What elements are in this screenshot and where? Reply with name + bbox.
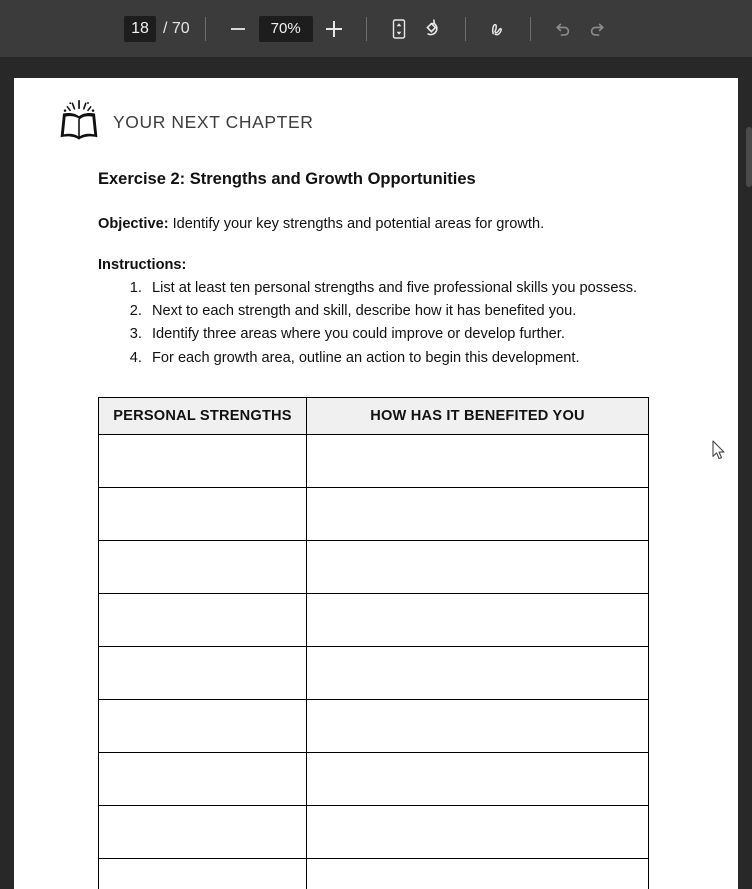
pdf-page xyxy=(14,78,738,889)
cell-benefit[interactable] xyxy=(307,487,649,540)
instructions-label: Instructions: xyxy=(98,257,187,273)
column-header-how-has-it-benefited-you: HOW HAS IT BENEFITED YOU xyxy=(307,397,649,434)
rotate-counterclockwise-icon[interactable] xyxy=(416,14,450,44)
objective-label: Objective: xyxy=(98,216,169,232)
document-body xyxy=(98,170,658,889)
toolbar-divider-2 xyxy=(366,17,367,41)
table-body xyxy=(99,434,649,889)
instructions-list xyxy=(98,279,658,367)
page-total-label: / 70 xyxy=(163,19,190,37)
cell-benefit[interactable] xyxy=(307,805,649,858)
table-header-row xyxy=(99,397,649,434)
cell-benefit[interactable] xyxy=(307,434,649,487)
list-item: 2. Next to each strength and skill, describe how it has benefited you. xyxy=(146,302,658,320)
cell-strength[interactable] xyxy=(99,487,307,540)
table-row[interactable] xyxy=(99,752,649,805)
objective-text: Identify your key strengths and potential areas for growth. xyxy=(168,216,545,232)
table-row[interactable] xyxy=(99,593,649,646)
cell-benefit[interactable] xyxy=(307,593,649,646)
open-book-sparkle-logo xyxy=(58,99,100,145)
zoom-level-input[interactable]: 70% xyxy=(259,16,313,42)
list-item: 3. Identify three areas where you could improve or develop further. xyxy=(146,325,658,343)
table-row[interactable] xyxy=(99,699,649,752)
pdf-toolbar xyxy=(0,0,752,57)
strengths-table xyxy=(98,397,649,889)
cell-strength[interactable] xyxy=(99,752,307,805)
toolbar-divider-1 xyxy=(205,17,206,41)
toolbar-divider-4 xyxy=(530,17,531,41)
exercise-title: Exercise 2: Strengths and Growth Opportunities xyxy=(98,170,476,188)
objective-line xyxy=(98,216,658,232)
toolbar-divider-3 xyxy=(465,17,466,41)
cell-benefit[interactable] xyxy=(307,752,649,805)
cell-strength[interactable] xyxy=(99,699,307,752)
vertical-scrollbar[interactable] xyxy=(746,127,752,187)
table-row[interactable] xyxy=(99,540,649,593)
table-row[interactable] xyxy=(99,805,649,858)
brand-name: YOUR NEXT CHAPTER xyxy=(113,111,314,132)
undo-icon[interactable] xyxy=(546,14,580,44)
list-item: 1. List at least ten personal strengths and five professional skills you possess. xyxy=(146,279,658,297)
table-row[interactable] xyxy=(99,434,649,487)
table-row[interactable] xyxy=(99,487,649,540)
page-number-input[interactable]: 18 xyxy=(124,16,156,42)
zoom-in-button[interactable] xyxy=(317,14,351,44)
cell-strength[interactable] xyxy=(99,540,307,593)
cell-benefit[interactable] xyxy=(307,540,649,593)
pdf-viewer-area[interactable] xyxy=(0,57,752,889)
document-brand-header xyxy=(58,99,738,145)
cell-strength[interactable] xyxy=(99,805,307,858)
cell-strength[interactable] xyxy=(99,434,307,487)
redo-icon[interactable] xyxy=(580,14,614,44)
draw-annotate-icon[interactable] xyxy=(481,14,515,44)
cell-strength[interactable] xyxy=(99,646,307,699)
cell-strength[interactable] xyxy=(99,858,307,889)
cell-benefit[interactable] xyxy=(307,699,649,752)
column-header-personal-strengths: PERSONAL STRENGTHS xyxy=(99,397,307,434)
fit-page-icon[interactable] xyxy=(382,14,416,44)
table-row[interactable] xyxy=(99,858,649,889)
list-item: 4. For each growth area, outline an action to begin this development. xyxy=(146,349,658,367)
cell-benefit[interactable] xyxy=(307,646,649,699)
cell-strength[interactable] xyxy=(99,593,307,646)
table-row[interactable] xyxy=(99,646,649,699)
cell-benefit[interactable] xyxy=(307,858,649,889)
zoom-out-button[interactable] xyxy=(221,14,255,44)
